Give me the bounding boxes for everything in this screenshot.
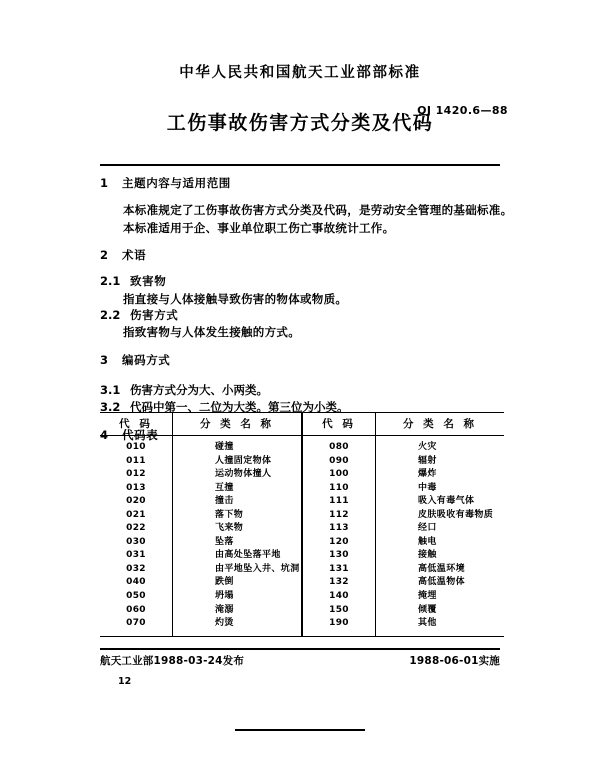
- code-table-container: [100, 412, 500, 637]
- cell-code-left: 010: [100, 436, 173, 455]
- table-row: [100, 549, 504, 563]
- section-2-1-number: 2.1: [100, 274, 121, 289]
- ministry-line: 中华人民共和国航天工业部部标准: [179, 65, 421, 81]
- cell-name-right: 爆炸: [418, 469, 437, 480]
- section-2-2-number: 2.2: [100, 307, 121, 322]
- cell-code-right: 110: [302, 481, 376, 495]
- cell-name-left: 运动物体撞人: [173, 468, 303, 482]
- page-number: 12: [118, 676, 132, 687]
- footer: [100, 653, 500, 669]
- cell-code-right: 100: [302, 468, 376, 482]
- section-2-2-heading: [100, 308, 500, 322]
- cell-code-left: 050: [100, 590, 173, 604]
- cell-name-left: 灼烫: [173, 617, 303, 637]
- footer-divider: [100, 648, 500, 650]
- cell-code-left: 022: [100, 522, 173, 536]
- title-row: [0, 104, 600, 140]
- section-3-2-number: 3.2: [100, 399, 121, 414]
- section-3-1-text: 伤害方式分为大、小两类。: [130, 382, 268, 397]
- cell-name-left: 碰撞: [173, 436, 303, 455]
- section-1-title: 主题内容与适用范围: [122, 176, 231, 190]
- bottom-rule: [235, 729, 365, 731]
- cell-code-right: 131: [302, 563, 376, 577]
- table-row: [100, 535, 504, 549]
- cell-name-right: 掩埋: [418, 591, 437, 602]
- section-3-heading: [100, 353, 500, 367]
- section-1-paragraph-1: 本标准规定了工伤事故伤害方式分类及代码，是劳动安全管理的基础标准。: [123, 203, 513, 218]
- header-name-left: 分 类 名 称: [173, 413, 303, 436]
- cell-name-right: 倾覆: [418, 604, 437, 615]
- section-2-1-title: 致害物: [130, 274, 167, 289]
- section-2-1-heading: [100, 274, 500, 288]
- cell-code-right: 150: [302, 603, 376, 617]
- cell-name-right: 皮肤吸收有毒物质: [418, 509, 494, 520]
- standard-number: QJ 1420.6—88: [417, 104, 508, 117]
- cell-name-left: 淹溺: [173, 603, 303, 617]
- cell-name-left: 坠落: [173, 535, 303, 549]
- document-body: [100, 176, 513, 447]
- cell-name-right: 辐射: [418, 455, 437, 466]
- code-table-head: [100, 413, 504, 436]
- code-table: [100, 412, 504, 637]
- cell-name-right: 中毒: [418, 482, 437, 493]
- cell-code-left: 030: [100, 535, 173, 549]
- cell-code-left: 032: [100, 563, 173, 577]
- cell-name-left: 互撞: [173, 481, 303, 495]
- cell-code-right: 113: [302, 522, 376, 536]
- header-code-right: 代 码: [302, 413, 376, 436]
- cell-code-left: 011: [100, 454, 173, 468]
- cell-name-left: 由高处坠落平地: [173, 549, 303, 563]
- cell-code-right: 132: [302, 576, 376, 590]
- section-3-number: 3: [100, 352, 109, 367]
- cell-code-right: 111: [302, 495, 376, 509]
- header-divider: [100, 164, 500, 166]
- table-row: [100, 436, 504, 455]
- cell-code-right: 190: [302, 617, 376, 637]
- cell-code-left: 021: [100, 508, 173, 522]
- section-2-number: 2: [100, 247, 109, 262]
- table-row: [100, 603, 504, 617]
- code-table-header-row: [100, 413, 504, 436]
- cell-code-right: 112: [302, 508, 376, 522]
- section-3-title: 编码方式: [122, 352, 171, 367]
- cell-code-right: 140: [302, 590, 376, 604]
- cell-code-left: 012: [100, 468, 173, 482]
- cell-code-right: 090: [302, 454, 376, 468]
- cell-code-left: 040: [100, 576, 173, 590]
- header-name-right: 分 类 名 称: [376, 413, 505, 436]
- section-2-1-text: 指直接与人体接触导致伤害的物体或物质。: [123, 291, 348, 306]
- cell-name-right: 火灾: [418, 442, 437, 452]
- footer-effective-date: 1988-06-01实施: [409, 655, 500, 667]
- table-row: [100, 590, 504, 604]
- cell-name-left: 坍塌: [173, 590, 303, 604]
- page-title: 工伤事故伤害方式分类及代码: [166, 112, 434, 134]
- cell-name-right: 接触: [418, 550, 437, 561]
- table-row: [100, 576, 504, 590]
- cell-name-right: 触电: [418, 536, 437, 547]
- section-2-2-text: 指致害物与人体发生接触的方式。: [123, 325, 300, 340]
- table-row: [100, 563, 504, 577]
- cell-name-right: 高低温物体: [418, 577, 466, 588]
- cell-name-left: 落下物: [173, 508, 303, 522]
- header-code-left: 代 码: [100, 413, 173, 436]
- cell-name-right: 其他: [376, 617, 505, 637]
- section-4-title: 代码表: [122, 428, 159, 443]
- section-1-number: 1: [100, 176, 109, 190]
- table-row: [100, 468, 504, 482]
- section-2-2-title: 伤害方式: [130, 307, 179, 322]
- table-row: [100, 481, 504, 495]
- cell-name-left: 飞来物: [173, 522, 303, 536]
- cell-code-left: 013: [100, 481, 173, 495]
- cell-name-left: 由平地坠入井、坑洞: [173, 563, 303, 577]
- cell-code-right: 120: [302, 535, 376, 549]
- table-row: [100, 522, 504, 536]
- cell-name-right: 吸入有毒气体: [418, 496, 475, 507]
- section-3-2-text: 代码中第一、二位为大类。第三位为小类。: [130, 399, 349, 414]
- table-row: [100, 617, 504, 637]
- table-row: [100, 495, 504, 509]
- table-row: [100, 454, 504, 468]
- table-row: [100, 508, 504, 522]
- cell-code-left: 031: [100, 549, 173, 563]
- cell-code-left: 060: [100, 603, 173, 617]
- section-3-1-number: 3.1: [100, 382, 121, 397]
- section-3-1: [100, 382, 500, 399]
- section-1-paragraph-2: 本标准适用于企、事业单位职工伤亡事故统计工作。: [123, 220, 395, 235]
- cell-name-right: 高低温环境: [418, 563, 466, 574]
- cell-code-left: 070: [100, 617, 173, 637]
- footer-issued-date: 航天工业部1988-03-24发布: [100, 655, 245, 667]
- masthead: [0, 66, 600, 82]
- cell-code-right: 130: [302, 549, 376, 563]
- section-1-heading: [100, 176, 500, 190]
- cell-code-right: 080: [302, 436, 376, 455]
- section-2-heading: [100, 248, 500, 262]
- cell-name-right: 经口: [418, 523, 437, 534]
- cell-name-left: 撞击: [173, 495, 303, 509]
- cell-name-left: 跌倒: [173, 576, 303, 590]
- code-table-body: [100, 436, 504, 637]
- section-4-number: 4: [100, 428, 109, 443]
- section-2-title: 术语: [122, 247, 147, 262]
- cell-code-left: 020: [100, 495, 173, 509]
- cell-name-left: 人撞固定物体: [173, 454, 303, 468]
